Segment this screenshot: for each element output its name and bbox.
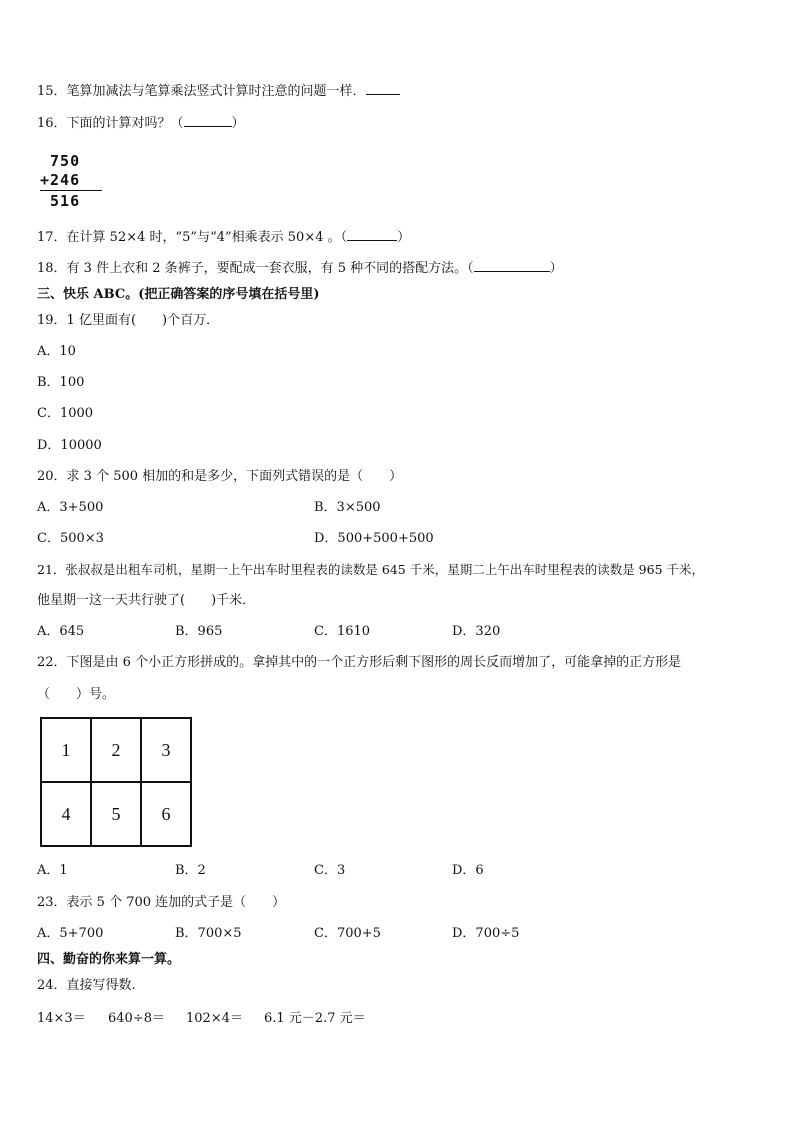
option-20-c[interactable]: C．500×3 (37, 531, 104, 546)
option-21-a[interactable]: A．645 (37, 624, 85, 639)
question-16: 16．下面的计算对吗？（ ） (37, 116, 245, 131)
vertical-rule (40, 190, 102, 191)
question-17: 17．在计算 52×4 时，“5”与“4”相乘表示 50×4 。（ ） (37, 230, 411, 245)
option-21-d[interactable]: D．320 (452, 624, 501, 639)
question-20-text: 20．求 3 个 500 相加的和是多少，下面列式错误的是（ ） (37, 469, 403, 484)
question-24-text: 24．直接写得数. (37, 978, 136, 993)
option-21-b[interactable]: B．965 (175, 624, 223, 639)
calc-item-4: 6.1 元－2.7 元＝ (264, 1011, 366, 1026)
square-grid-figure (40, 717, 192, 847)
calc-item-3: 102×4＝ (186, 1011, 243, 1026)
option-22-c[interactable]: C．3 (314, 863, 346, 878)
section-3-title: 三、快乐 ABC。(把正确答案的序号填在括号里) (37, 287, 320, 302)
option-19-d[interactable]: D．10000 (37, 438, 102, 453)
question-21-line-2: 他星期一这一天共行驶了( )千米． (37, 593, 256, 608)
option-23-d[interactable]: D．700÷5 (452, 926, 520, 941)
calc-item-2: 640÷8＝ (108, 1011, 165, 1026)
vertical-calculation (40, 152, 106, 214)
square-cell-5: 5 (91, 782, 141, 846)
square-cell-6: 6 (141, 782, 191, 846)
question-22-line-2: （ ）号。 (37, 687, 116, 702)
question-22-line-1: 22．下图是由 6 个小正方形拼成的。拿掉其中的一个正方形后剩下图形的周长反而增加了，可能拿掉的正方形是 (37, 655, 682, 670)
question-17-text: 17．在计算 52×4 时，“5”与“4”相乘表示 50×4 。（ (37, 230, 348, 245)
option-23-b[interactable]: B．700×5 (175, 926, 242, 941)
option-22-b[interactable]: B．2 (175, 863, 206, 878)
option-20-d[interactable]: D．500+500+500 (314, 531, 434, 546)
square-cell-1: 1 (41, 718, 91, 782)
question-16-text: 16．下面的计算对吗？（ (37, 116, 184, 131)
option-23-a[interactable]: A．5+700 (37, 926, 104, 941)
square-cell-4: 4 (41, 782, 91, 846)
question-21-line-1: 21．张叔叔是出租车司机，星期一上午出车时里程表的读数是 645 千米，星期二上午出车时里程表的读数是 965 千米， (37, 562, 705, 577)
answer-blank-15[interactable] (366, 82, 400, 95)
option-21-c[interactable]: C．1610 (314, 624, 371, 639)
option-20-a[interactable]: A．3+500 (37, 500, 104, 515)
square-cell-3: 3 (141, 718, 191, 782)
calc-item-1: 14×3＝ (37, 1011, 86, 1026)
question-15 (37, 82, 400, 101)
answer-blank-17[interactable] (347, 228, 397, 241)
option-19-a[interactable]: A．10 (37, 344, 76, 359)
option-22-d[interactable]: D．6 (452, 863, 484, 878)
vertical-row-3: 516 (40, 192, 81, 210)
option-20-b[interactable]: B．3×500 (314, 500, 381, 515)
option-22-a[interactable]: A．1 (37, 863, 68, 878)
question-18: 18．有 3 件上衣和 2 条裤子，要配成一套衣服，有 5 种不同的搭配方法。（ ） (37, 261, 563, 276)
vertical-row-1: 750 (40, 152, 81, 170)
question-23-text: 23．表示 5 个 700 连加的式子是（ ） (37, 895, 286, 910)
square-cell-2: 2 (91, 718, 141, 782)
question-18-text: 18．有 3 件上衣和 2 条裤子，要配成一套衣服，有 5 种不同的搭配方法。（ (37, 261, 474, 276)
option-23-c[interactable]: C．700+5 (314, 926, 381, 941)
option-19-c[interactable]: C．1000 (37, 406, 94, 421)
vertical-row-2: +246 (40, 171, 81, 189)
question-19-text: 19．1 亿里面有( )个百万． (37, 313, 220, 328)
option-19-b[interactable]: B．100 (37, 375, 85, 390)
answer-blank-18[interactable] (474, 259, 550, 272)
section-4-title: 四、勤奋的你来算一算。 (37, 952, 181, 967)
question-15-text: 15．笔算加减法与笔算乘法竖式计算时注意的问题一样． (37, 84, 366, 99)
answer-blank-16[interactable] (184, 114, 232, 127)
